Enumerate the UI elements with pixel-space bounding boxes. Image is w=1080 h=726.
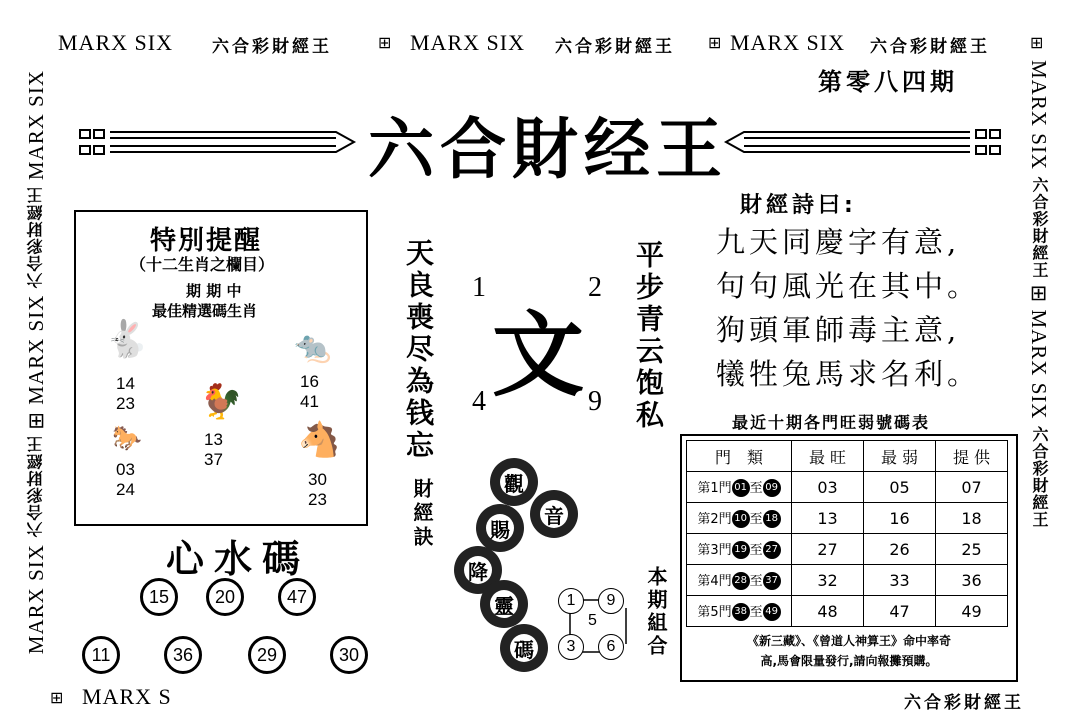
combo-ball: 1 <box>558 588 584 614</box>
number-ball: 20 <box>206 578 244 616</box>
reminder-right-bottom <box>308 470 327 510</box>
combo-ball: 9 <box>598 588 624 614</box>
rat-icon: 🐀 <box>294 330 332 365</box>
number-ball: 15 <box>140 578 178 616</box>
right-vertical-verse: 平步青云饱私 <box>632 240 665 432</box>
knot-icon: ⊞ <box>708 33 722 52</box>
table-row <box>687 565 1008 596</box>
min-cell: 26 <box>864 534 936 565</box>
knot-icon: ⊞ <box>50 688 64 707</box>
table-row <box>687 534 1008 565</box>
reminder-left-top <box>116 374 135 414</box>
min-cell: 33 <box>864 565 936 596</box>
poem-line: 句句風光在其中。 <box>716 269 981 303</box>
give-cell: 36 <box>936 565 1008 596</box>
give-cell: 25 <box>936 534 1008 565</box>
reminder-left-bottom <box>116 460 135 500</box>
poem-title: 財經詩曰: <box>740 193 857 218</box>
max-cell: 27 <box>792 534 864 565</box>
door-table <box>686 440 1008 627</box>
min-cell: 47 <box>864 596 936 627</box>
door-cell: 第3門 19 至 27 <box>687 534 792 565</box>
note-line: 高,馬會限量發行,請向報攤預購。 <box>760 654 938 668</box>
col-header: 門 類 <box>687 441 792 472</box>
left-vertical-verse: 天良喪尽為钱忘 <box>402 238 435 462</box>
number-ball: 29 <box>248 636 286 674</box>
number-ball: 11 <box>82 636 120 674</box>
verse-label: 財經訣 <box>410 478 434 550</box>
door-cell: 第1門 01 至 09 <box>687 472 792 503</box>
knot-icon: ⊞ <box>1030 33 1044 52</box>
num: 13 <box>204 430 223 449</box>
right-side-text: MARX SIX 六合彩財經王 ⊞ MARX SIX 六合彩財經王 <box>1027 60 1051 528</box>
top-marx-3: MARX SIX <box>730 30 845 55</box>
combo-ball: 3 <box>558 634 584 660</box>
min-cell: 16 <box>864 503 936 534</box>
table-note <box>690 626 1008 671</box>
reminder-right-top <box>300 372 319 412</box>
horse-icon: 🐴 <box>298 420 341 460</box>
char: 賜 <box>486 514 514 542</box>
char-ball <box>480 580 528 628</box>
num: 37 <box>204 450 223 469</box>
horse-small-icon: 🐎 <box>112 424 142 452</box>
big-character: 文 <box>492 302 585 409</box>
num: 23 <box>308 490 327 509</box>
reminder-line1: 期 期 中 <box>186 282 242 300</box>
door-cell: 第4門 28 至 37 <box>687 565 792 596</box>
give-cell: 18 <box>936 503 1008 534</box>
char: 音 <box>540 500 568 528</box>
combo-center: 5 <box>588 612 597 629</box>
col-header: 提 供 <box>936 441 1008 472</box>
char: 靈 <box>490 590 518 618</box>
table-row <box>687 596 1008 627</box>
door-cell: 第5門 38 至 49 <box>687 596 792 627</box>
footer-marx: MARX S <box>82 684 172 709</box>
left-side-text: MARX SIX 六合彩財經王 ⊞ MARX SIX 六合彩財經王 MARX SIX <box>24 70 48 655</box>
char-ball <box>476 504 524 552</box>
char: 降 <box>464 556 492 584</box>
give-cell: 07 <box>936 472 1008 503</box>
heart-water-title: 心水碼 <box>166 537 311 581</box>
table-row <box>687 472 1008 503</box>
col-header: 最 旺 <box>792 441 864 472</box>
top-brand-2: 六合彩財經王 <box>555 37 675 57</box>
reminder-panel <box>74 210 368 526</box>
combo-ball: 6 <box>598 634 624 660</box>
char-ball <box>500 624 548 672</box>
top-brand-3: 六合彩財經王 <box>870 37 990 57</box>
char: 觀 <box>500 468 528 496</box>
poem-lines <box>716 220 980 396</box>
reminder-line2: 最佳精選碼生肖 <box>152 302 258 320</box>
min-cell: 05 <box>864 472 936 503</box>
reminder-subtitle: （十二生肖之欄目） <box>130 255 275 274</box>
arrow-right-icon <box>78 124 358 160</box>
door-cell: 第2門 10 至 18 <box>687 503 792 534</box>
max-cell: 03 <box>792 472 864 503</box>
combo-label: 本期組合 <box>644 566 668 658</box>
max-cell: 13 <box>792 503 864 534</box>
num: 03 <box>116 460 135 479</box>
num-2: 2 <box>588 272 602 303</box>
number-ball: 30 <box>330 636 368 674</box>
rooster-icon: 🐓 <box>200 382 243 422</box>
arrow-left-icon <box>722 124 1002 160</box>
top-marx-1: MARX SIX <box>58 30 173 55</box>
num: 41 <box>300 392 319 411</box>
num: 24 <box>116 480 135 499</box>
table-header-row <box>687 441 1008 472</box>
max-cell: 32 <box>792 565 864 596</box>
num: 14 <box>116 374 135 393</box>
char-ball <box>490 458 538 506</box>
main-title: 六合財经王 <box>368 111 728 188</box>
footer-brand: 六合彩財經王 <box>904 693 1024 713</box>
give-cell: 49 <box>936 596 1008 627</box>
char-ball <box>530 490 578 538</box>
max-cell: 48 <box>792 596 864 627</box>
num: 23 <box>116 394 135 413</box>
reminder-title: 特別提醒 <box>150 226 263 256</box>
rabbit-icon: 🐇 <box>104 319 149 360</box>
number-ball: 36 <box>164 636 202 674</box>
top-brand-1: 六合彩財經王 <box>212 37 332 57</box>
note-line: 《新三藏》、《曾道人神算王》命中率奇 <box>746 634 951 648</box>
col-header: 最 弱 <box>864 441 936 472</box>
right-side-strip <box>1024 60 1054 660</box>
left-side-strip <box>22 70 52 710</box>
issue-number: 第零八四期 <box>818 68 958 96</box>
num: 30 <box>308 470 327 489</box>
table-caption: 最近十期各門旺弱號碼表 <box>732 413 931 432</box>
reminder-center <box>204 430 223 470</box>
num-4: 4 <box>472 386 486 417</box>
knot-icon: ⊞ <box>378 33 392 52</box>
poem-line: 犧牲兔馬求名利。 <box>716 357 981 391</box>
char: 碼 <box>510 634 538 662</box>
number-ball: 47 <box>278 578 316 616</box>
num: 16 <box>300 372 319 391</box>
top-marx-2: MARX SIX <box>410 30 525 55</box>
num-9: 9 <box>588 386 602 417</box>
num-1: 1 <box>472 272 486 303</box>
poem-line: 狗頭軍師毒主意, <box>716 313 961 347</box>
poem-line: 九天同慶字有意, <box>716 225 961 259</box>
table-row <box>687 503 1008 534</box>
